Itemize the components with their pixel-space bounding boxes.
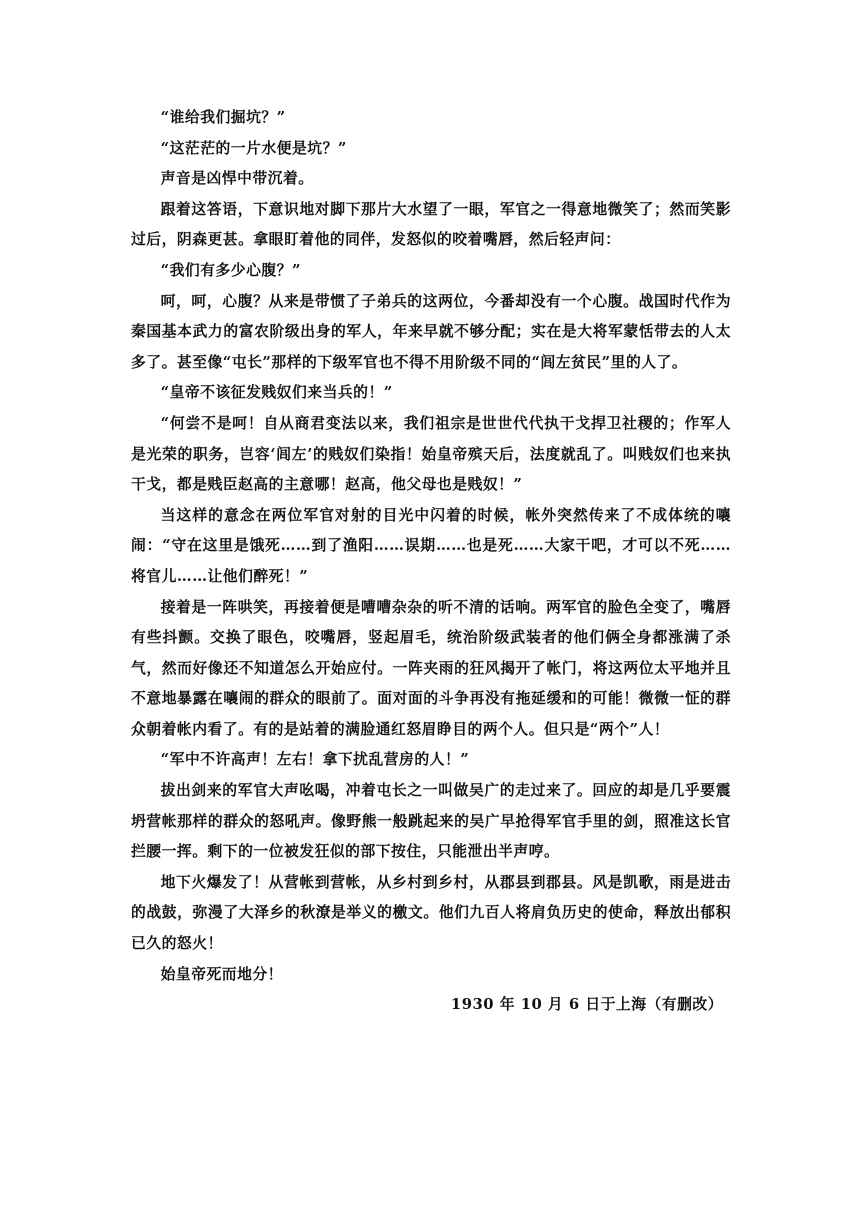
paragraph-13: 地下火爆发了！从营帐到营帐，从乡村到乡村，从郡县到郡县。风是凯歌，雨是进击的战鼓，弥漫了大泽乡的秋潦是举义的檄文。他们九百人将肩负历史的使命，释放出郁积已久的怒火！	[131, 873, 731, 953]
paragraph-12: 拔出剑来的军官大声吆喝，冲着屯长之一叫做吴广的走过来了。回应的却是几乎要震坍营帐那样的群众的怒吼声。像野熊一般跳起来的吴广早抢得军官手里的剑，照准这长官拦腰一挥。剩下的一位被发狂似的部下按住，只能泄出半声哼。	[131, 782, 731, 861]
date-signature: 1930 年 10 月 6 日于上海（有删改）	[450, 996, 723, 1014]
paragraph-9: 当这样的意念在两位军官对射的目光中闪着的时候，帐外突然传来了不成体统的嚷闹：“守在这里是饿死……到了渔阳……误期……也是死……大家干吧，才可以不死……将官儿……让他们醉死！”	[131, 506, 731, 585]
paragraph-14: 始皇帝死而地分！	[160, 965, 283, 983]
paragraph-10: 接着是一阵哄笑，再接着便是嘈嘈杂杂的听不清的话响。两军官的脸色全变了，嘴唇有些抖颤。交换了眼色，咬嘴唇，竖起眉毛，统治阶级武装者的他们俩全身都涨满了杀气，然而好像还不知道怎么开始应付。一阵夹雨的狂风揭开了帐门，将这两位太平地并且不意地暴露在嚷闹的群众的眼前了。面对面的斗争再没有拖延缓和的可能！微微一怔的群众朝着帐内看了。有的是站着的满脸通红怒眉睁目的两个人。但只是“两个”人！	[131, 598, 731, 738]
paragraph-1: “谁给我们掘坑？”	[160, 109, 286, 126]
paragraph-5: “我们有多少心腹？”	[160, 261, 301, 279]
paragraph-4: 跟着这答语，下意识地对脚下那片大水望了一眼，军官之一得意地微笑了；然而笑影过后，阴森更甚。拿眼盯着他的同伴，发怒似的咬着嘴唇，然后轻声问：	[131, 200, 731, 249]
paragraph-7: “皇帝不该征发贱奴们来当兵的！”	[160, 384, 393, 402]
paragraph-11: “军中不许高声！左右！拿下扰乱营房的人！”	[160, 751, 470, 769]
paragraph-6: 呵，呵，心腹？从来是带惯了子弟兵的这两位，今番却没有一个心腹。战国时代作为秦国基本武力的富农阶级出身的军人，年来早就不够分配；实在是大将军蒙恬带去的人太多了。甚至像“屯长”那样的下级军官也不得不用阶级不同的“闾左贫民”里的人了。	[131, 292, 731, 371]
paragraph-3: 声音是凶悍中带沉着。	[160, 170, 314, 188]
paragraph-8: “何尝不是呵！自从商君变法以来，我们祖宗是世世代代执干戈捍卫社稷的；作军人是光荣的职务，岂容‘闾左’的贱奴们染指！始皇帝殡天后，法度就乱了。叫贱奴们也来执干戈，都是贱臣赵高的主意哪！赵高，他父母也是贱奴！”	[131, 414, 731, 494]
paragraph-2: “这茫茫的一片水便是坑？”	[160, 139, 347, 157]
document-body	[131, 103, 731, 1021]
